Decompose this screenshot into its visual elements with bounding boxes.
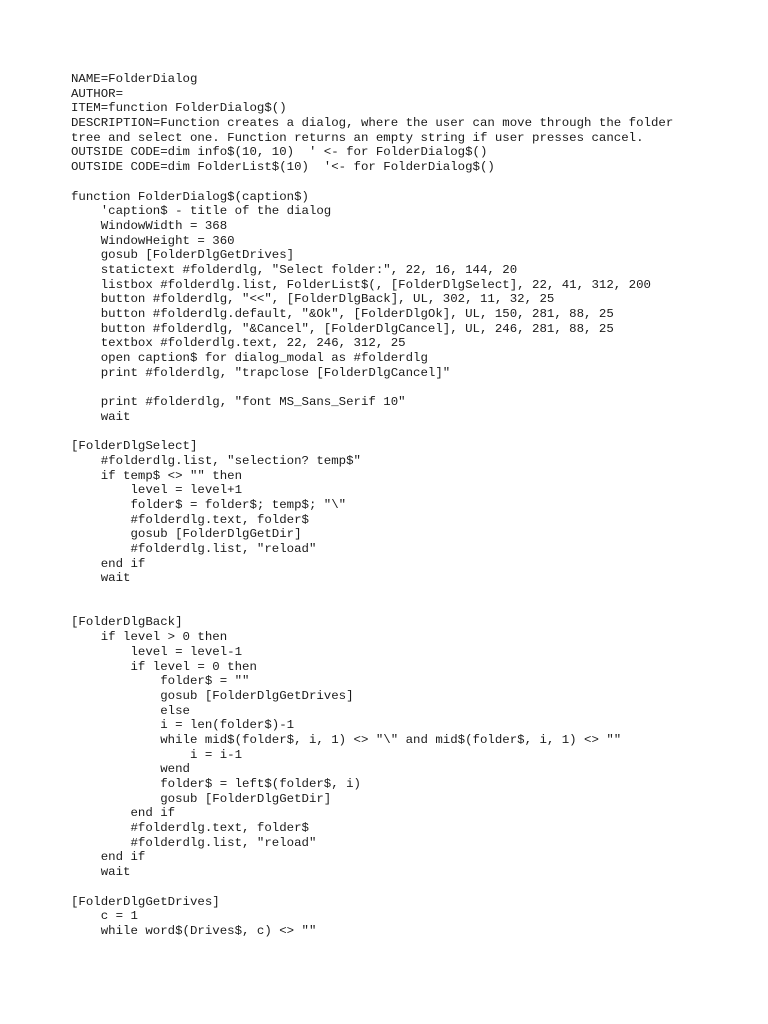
code-line: print #folderdlg, "trapclose [FolderDlgCancel]" (71, 365, 451, 380)
code-line: WindowHeight = 360 (71, 233, 235, 248)
code-line: if level = 0 then (71, 659, 257, 674)
code-line (71, 586, 673, 601)
code-line: folder$ = folder$; temp$; "\" (71, 497, 347, 512)
code-line: [FolderDlgSelect] (71, 439, 198, 454)
code-line (71, 175, 673, 190)
code-line: NAME=FolderDialog (71, 72, 198, 86)
code-line: button #folderdlg.default, "&Ok", [FolderDlgOk], UL, 150, 281, 88, 25 (71, 307, 614, 321)
code-line: #folderdlg.list, "reload" (71, 542, 317, 556)
code-line: gosub [FolderDlgGetDrives] (71, 688, 354, 703)
code-line: open caption$ for dialog_modal as #folderdlg (71, 351, 428, 366)
code-line: print #folderdlg, "font MS_Sans_Serif 10" (71, 395, 406, 410)
code-line: level = level-1 (71, 644, 243, 659)
code-line: c = 1 (71, 909, 138, 924)
code-line: [FolderDlgGetDrives] (71, 894, 220, 909)
code-line: WindowWidth = 368 (71, 218, 228, 233)
code-line: gosub [FolderDlgGetDrives] (71, 248, 295, 263)
code-line: textbox #folderdlg.text, 22, 246, 312, 25 (71, 336, 406, 351)
code-line: wait (71, 865, 131, 880)
code-line: end if (71, 806, 176, 821)
code-line (71, 880, 673, 895)
code-line: function FolderDialog$(caption$) (71, 189, 309, 204)
code-line: if level > 0 then (71, 630, 228, 645)
code-line: gosub [FolderDlgGetDir] (71, 527, 302, 542)
code-line: [FolderDlgBack] (71, 615, 183, 630)
code-line: OUTSIDE CODE=dim info$(10, 10) ' <- for FolderDialog$() (71, 145, 488, 160)
code-line: wait (71, 571, 131, 586)
code-line: #folderdlg.text, folder$ (71, 512, 309, 527)
code-line: #folderdlg.text, folder$ (71, 821, 309, 836)
code-line: listbox #folderdlg.list, FolderList$(, [FolderDlgSelect], 22, 41, 312, 200 (71, 277, 651, 292)
code-line: wend (71, 762, 190, 777)
code-line: else (71, 703, 190, 718)
code-line: folder$ = "" (71, 674, 250, 689)
code-line: while word$(Drives$, c) <> "" (71, 923, 317, 938)
code-line: while mid$(folder$, i, 1) <> "\" and mid$(folder$, i, 1) <> "" (71, 732, 622, 747)
code-line: gosub [FolderDlgGetDir] (71, 791, 332, 806)
code-line: statictext #folderdlg, "Select folder:", 22, 16, 144, 20 (71, 262, 518, 277)
code-listing (71, 72, 673, 939)
code-line: wait (71, 409, 131, 424)
code-line: i = len(folder$)-1 (71, 718, 295, 733)
code-line: i = i-1 (71, 747, 243, 762)
code-line: OUTSIDE CODE=dim FolderList$(10) '<- for FolderDialog$() (71, 160, 495, 175)
code-line: tree and select one. Function returns an empty string if user presses cancel. (71, 130, 644, 145)
code-line (71, 380, 673, 395)
code-line: #folderdlg.list, "reload" (71, 835, 317, 850)
code-line: button #folderdlg, "<<", [FolderDlgBack], UL, 302, 11, 32, 25 (71, 292, 555, 307)
code-line (71, 425, 673, 440)
code-line: 'caption$ - title of the dialog (71, 204, 332, 219)
code-line: end if (71, 850, 146, 865)
code-line: AUTHOR= (71, 86, 124, 101)
code-line: if temp$ <> "" then (71, 468, 243, 483)
code-line: button #folderdlg, "&Cancel", [FolderDlgCancel], UL, 246, 281, 88, 25 (71, 321, 614, 336)
code-line: level = level+1 (71, 483, 243, 498)
code-line: end if (71, 556, 146, 571)
code-line: DESCRIPTION=Function creates a dialog, where the user can move through the folder (71, 116, 674, 131)
code-line: folder$ = left$(folder$, i) (71, 777, 361, 791)
code-line (71, 601, 673, 616)
code-line: #folderdlg.list, "selection? temp$" (71, 453, 361, 468)
code-line: ITEM=function FolderDialog$() (71, 101, 287, 116)
